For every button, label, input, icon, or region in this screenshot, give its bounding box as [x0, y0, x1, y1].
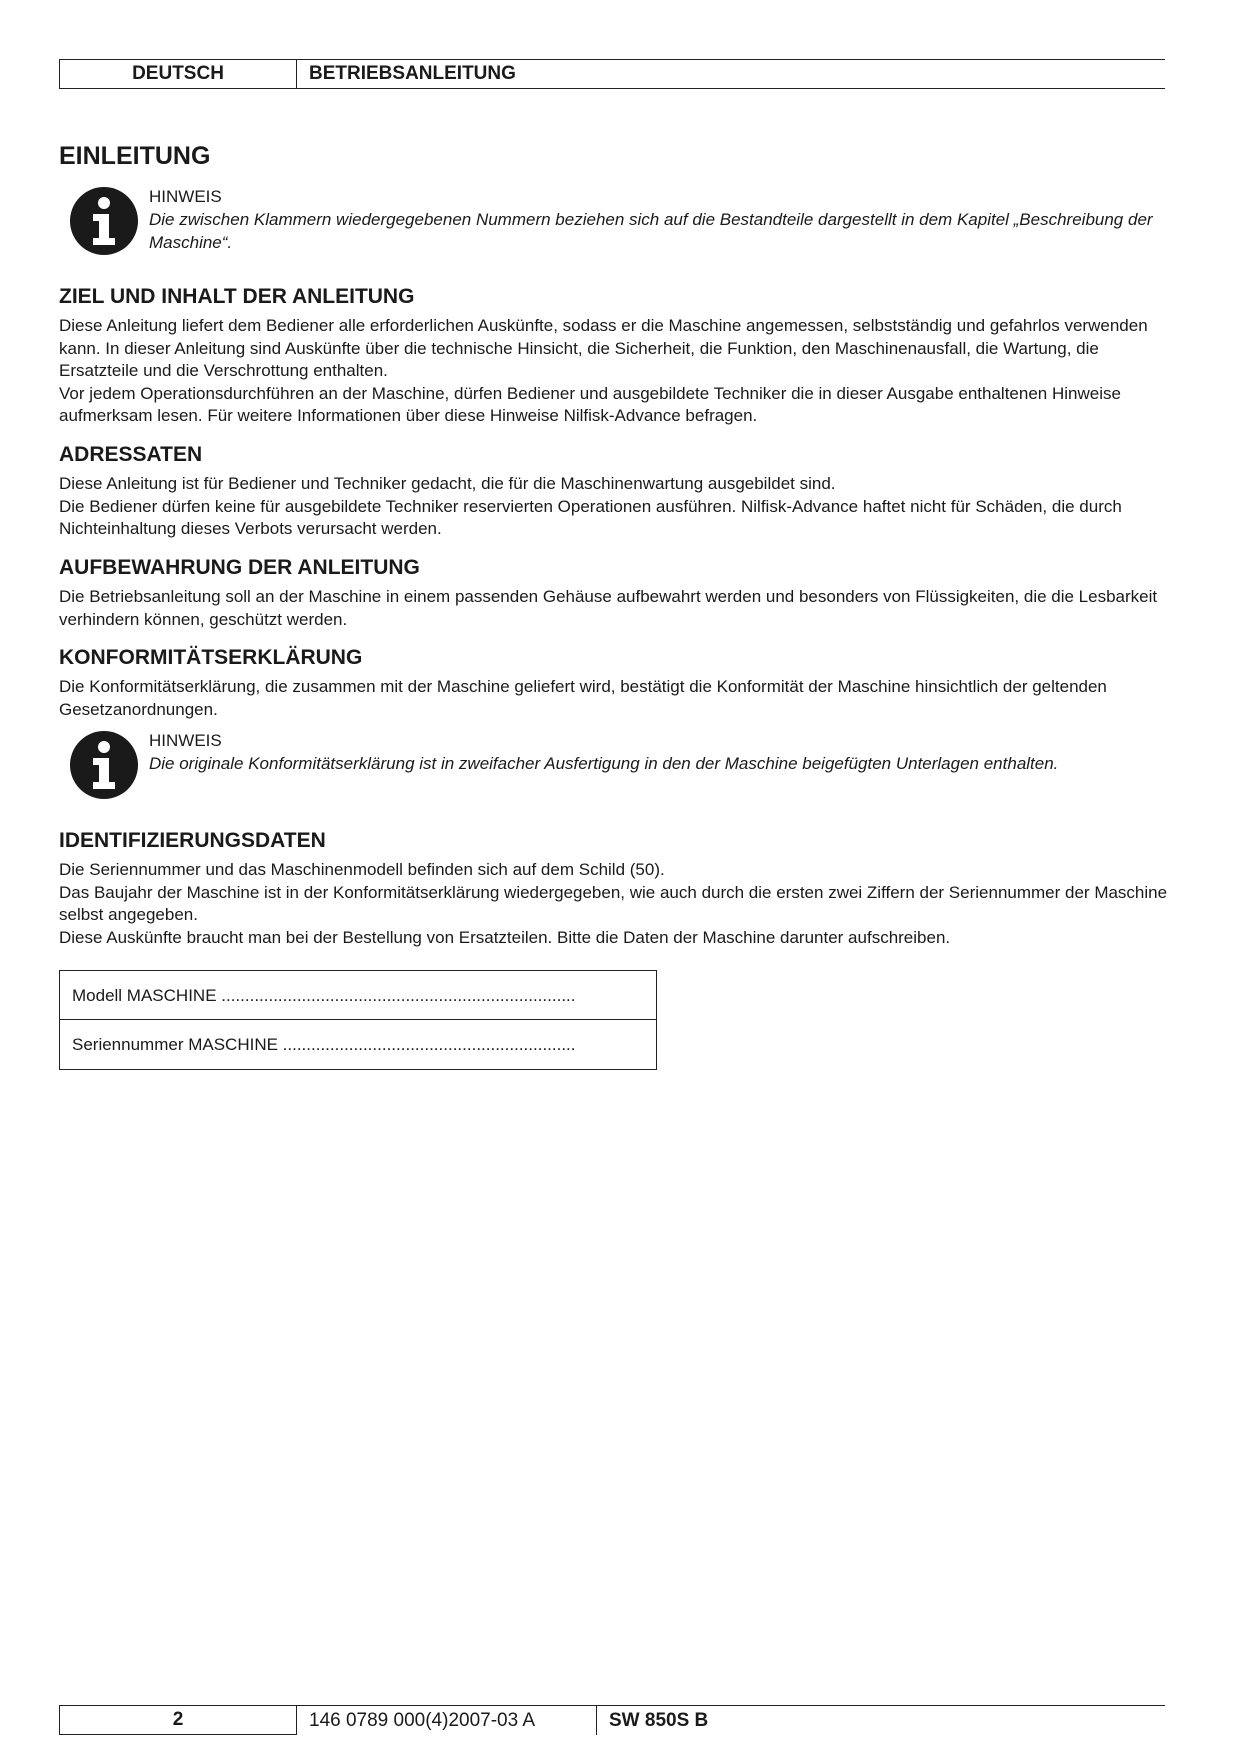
section-heading-identifizierung: IDENTIFIZIERUNGSDATEN	[59, 829, 326, 852]
section-body-aufbewahrung	[59, 586, 1169, 631]
paragraph: Die Bediener dürfen keine für ausgebildete Techniker reservierten Operationen ausführen. Nilfisk-Advance haftet nicht für Schäden, die durch Nichteinhaltung dieses Verbots verursacht werden.	[59, 496, 1122, 539]
note-text: Die zwischen Klammern wiedergegebenen Nummern beziehen sich auf die Bestandteile dargestellt in dem Kapitel „Beschreibung der Maschine“.	[149, 210, 1153, 252]
model-field[interactable]: Modell MASCHINE ...........................................................................	[60, 971, 656, 1020]
note-text: Die originale Konformitätserklärung ist in zweifacher Ausfertigung in den der Maschine beigefügten Unterlagen enthalten.	[149, 754, 1059, 773]
paragraph: Die Betriebsanleitung soll an der Maschine in einem passenden Gehäuse aufbewahrt werden und besonders von Flüssigkeiten, die die Lesbarkeit verhindern können, geschützt werden.	[59, 587, 1158, 629]
identification-table	[59, 970, 657, 1070]
serial-number-field[interactable]: Seriennummer MASCHINE ..............................................................	[72, 1035, 576, 1054]
machine-model: SW 850S B	[597, 1705, 1165, 1735]
section-body-identifizierung	[59, 859, 1169, 949]
document-number: 146 0789 000(4)2007-03 A	[297, 1705, 597, 1735]
paragraph: Diese Anleitung ist für Bediener und Techniker gedacht, die für die Maschinenwartung ausgebildet sind.	[59, 474, 836, 493]
section-body-konformitaet	[59, 676, 1169, 721]
info-icon	[69, 186, 139, 256]
page-number: 2	[59, 1705, 297, 1735]
section-body-adressaten	[59, 473, 1169, 541]
paragraph: Das Baujahr der Maschine ist in der Konformitätserklärung wiedergegeben, wie auch durch die ersten zwei Ziffern der Seriennummer der Maschine selbst angegeben.	[59, 882, 1168, 925]
note-label: HINWEIS	[149, 731, 222, 750]
paragraph: Diese Auskünfte braucht man bei der Bestellung von Ersatzteilen. Bitte die Daten der Maschine darunter aufschreiben.	[59, 927, 951, 947]
page-title: EINLEITUNG	[59, 142, 211, 170]
header-title: BETRIEBSANLEITUNG	[297, 59, 1165, 89]
section-heading-adressaten: ADRESSATEN	[59, 443, 203, 466]
paragraph: Vor jedem Operationsdurchführen an der Maschine, dürfen Bediener und ausgebildete Techniker die in dieser Ausgabe enthaltenen Hinweise aufmerksam lesen. Für weitere Informationen über diese Hinweise Nilfisk-Advance befragen.	[59, 383, 1121, 426]
paragraph: Diese Anleitung liefert dem Bediener alle erforderlichen Auskünfte, sodass er die Maschine angemessen, selbstständig und gefahrlos verwenden kann. In dieser Anleitung sind Auskünfte über die technische Hinsicht, die Sicherheit, die Funktion, den Maschinenausfall, die Wartung, die Ersatzteile und die Verschrottung enthalten.	[59, 316, 1148, 381]
note-label: HINWEIS	[149, 187, 222, 206]
paragraph: Die Konformitätserklärung, die zusammen mit der Maschine geliefert wird, bestätigt die Konformität der Maschine hinsichtlich der geltenden Gesetzanordnungen.	[59, 677, 1107, 719]
section-heading-aufbewahrung: AUFBEWAHRUNG DER ANLEITUNG	[59, 556, 420, 579]
header-language: DEUTSCH	[59, 59, 297, 89]
section-heading-konformitaet: KONFORMITÄTSERKLÄRUNG	[59, 646, 363, 669]
section-heading-ziel: ZIEL UND INHALT DER ANLEITUNG	[59, 285, 415, 308]
section-body-ziel	[59, 315, 1169, 428]
paragraph: Die Seriennummer und das Maschinenmodell befinden sich auf dem Schild (50).	[59, 860, 665, 879]
info-icon	[69, 730, 139, 800]
